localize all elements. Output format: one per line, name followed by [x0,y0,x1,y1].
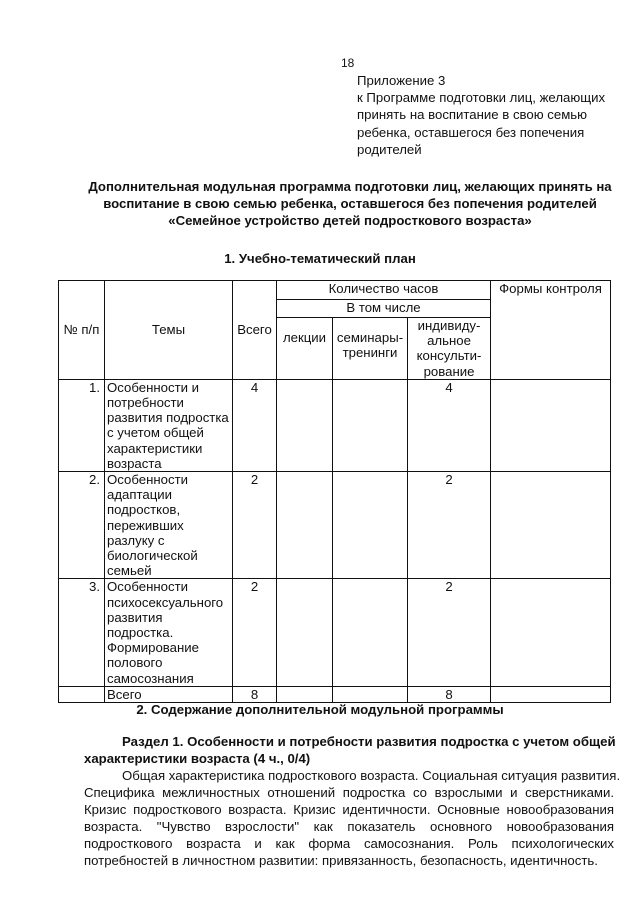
row-total: 2 [233,579,277,686]
body-line: Общая характеристика подросткового возраста. Социальная ситуация развития. [122,768,621,783]
appendix-line: принять на воспитание в свою семью [357,107,588,123]
table-total-row [59,686,611,702]
body-line: потребностей в личностном развитии: привязанность, безопасность, идентичность. [84,853,598,868]
row-lectures [277,379,333,471]
chapter-body [84,767,621,869]
header-control: Формы контроля [491,281,611,380]
appendix-line: Приложение 3 [357,73,446,88]
header-hours: Количество часов [277,281,491,300]
header-including: В том числе [277,300,491,318]
title-line: «Семейное устройство детей подросткового возраста» [168,213,532,229]
header-themes: Темы [105,281,233,380]
row-control [491,472,611,579]
row-num: 2. [59,472,105,579]
header-seminars: семинары-тренинги [333,318,408,380]
row-individual: 2 [408,579,491,686]
row-individual: 4 [408,379,491,471]
row-control [491,579,611,686]
body-line: Кризис подросткового возраста. Кризис идентичности. Основные новообразования [84,802,614,817]
row-seminars [333,379,408,471]
row-individual: 2 [408,472,491,579]
row-total: 4 [233,379,277,471]
header-lectures: лекции [277,318,333,380]
total-row-individual: 8 [408,686,491,702]
header-num: № п/п [59,281,105,380]
chapter-heading [84,733,614,767]
body-line: возраста. "Чувство взрослости" как показатель основного новообразования [84,819,614,834]
row-lectures [277,472,333,579]
total-row-total: 8 [233,686,277,702]
total-row-seminars [333,686,408,702]
table-row [59,579,611,686]
section-heading-plan: 1. Учебно-тематический план [224,251,416,266]
row-num: 1. [59,379,105,471]
appendix-line: родителей [357,141,422,157]
table-row [59,379,611,471]
row-control [491,379,611,471]
appendix-line: ребенка, оставшегося без попечения [357,124,585,140]
table-row [59,472,611,579]
chapter-heading-line: характеристики возраста (4 ч., 0/4) [84,751,311,766]
chapter-heading-line: Раздел 1. Особенности и потребности развития подростка с учетом общей [122,734,616,749]
body-line: Специфика межличностных отношений подростка со взрослыми и сверстниками. [84,785,614,800]
total-row-control [491,686,611,702]
header-individual: индивиду-альное консульти-рование [408,318,491,380]
body-line: подросткового возраста и как форма самосознания. Роль психологических [84,836,614,851]
title-line: Дополнительная модульная программа подготовки лиц, желающих принять на [88,179,612,194]
row-theme: Особенности и потребности развития подростка с учетом общей характеристики возраста [105,379,233,471]
total-row-label: Всего [105,686,233,702]
title-line: воспитание в свою семью ребенка, оставшегося без попечения родителей [103,196,597,212]
total-row-num [59,686,105,702]
appendix-note [357,72,617,158]
row-lectures [277,579,333,686]
row-seminars [333,579,408,686]
row-total: 2 [233,472,277,579]
row-seminars [333,472,408,579]
appendix-line: к Программе подготовки лиц, желающих [357,90,606,106]
section-heading-content: 2. Содержание дополнительной модульной программы [136,702,504,717]
row-theme: Особенности психосексуального развития подростка. Формирование полового самосознания [105,579,233,686]
row-num: 3. [59,579,105,686]
header-total: Всего [233,281,277,380]
document-title [60,178,640,230]
row-theme: Особенности адаптации подростков, переживших разлуку с биологической семьей [105,472,233,579]
page-number: 18 [341,56,355,70]
total-row-lectures [277,686,333,702]
curriculum-table [58,280,611,703]
